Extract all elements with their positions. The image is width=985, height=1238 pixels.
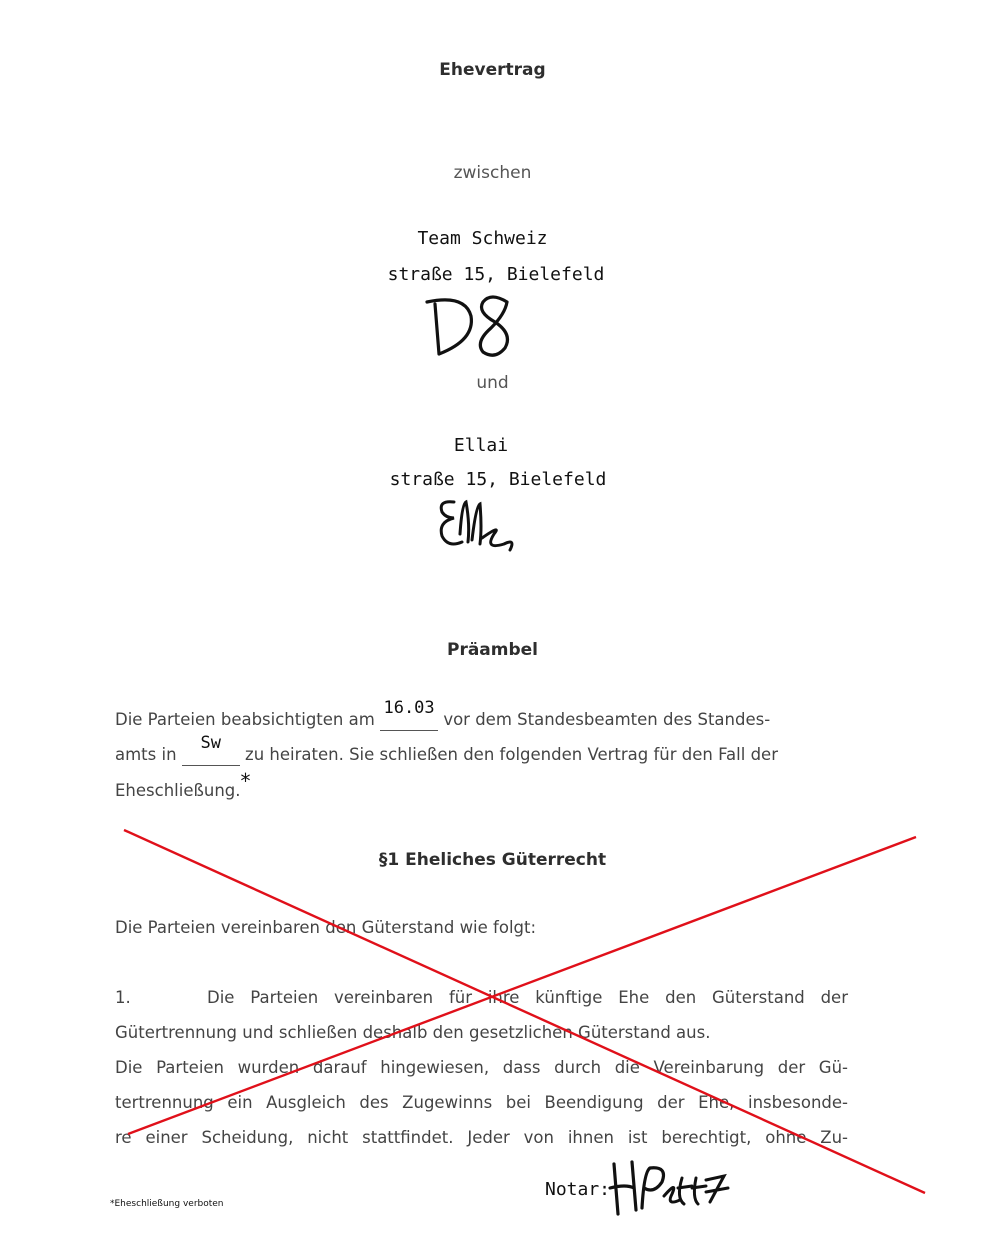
place-value: Sw (200, 733, 222, 753)
party1-address: straße 15, Bielefeld (387, 264, 605, 285)
item-line-2: Gütertrennung und schließen deshalb den gesetzlichen Güterstand aus. (115, 1023, 711, 1042)
para-line-1: Die Parteien wurden darauf hingewiesen, dass durch die Vereinbarung der Gü- (115, 1058, 848, 1077)
footnote-asterisk: * (240, 769, 251, 793)
strike-line-2 (128, 837, 916, 1134)
date-value: 16.03 (383, 698, 435, 718)
item-number: 1. (115, 988, 131, 1007)
notary-signature (606, 1158, 736, 1220)
party2-address: straße 15, Bielefeld (389, 469, 607, 490)
preamble-heading: Präambel (446, 640, 539, 660)
and-label: und (476, 373, 509, 393)
party1-name: Team Schweiz (417, 228, 548, 249)
section1-intro: Die Parteien vereinbaren den Güterstand wie folgt: (115, 918, 537, 937)
preamble-text-2: vor dem Standesbeamten des Standes- (443, 710, 771, 729)
item-line-1: Die Parteien vereinbaren für ihre künftige Ehe den Güterstand der (207, 988, 848, 1007)
para-line-2: tertrennung ein Ausgleich des Zugewinns bei Beendigung der Ehe, insbesonde- (115, 1093, 848, 1112)
footnote: *Eheschließung verboten (110, 1199, 224, 1209)
preamble-text-3: amts in (115, 745, 177, 764)
preamble-text-5: Eheschließung. (115, 781, 241, 800)
document-title: Ehevertrag (439, 60, 546, 80)
preamble-text-1: Die Parteien beabsichtigten am (115, 710, 375, 729)
between-label: zwischen (453, 163, 532, 183)
strike-line-1 (124, 830, 925, 1193)
section1-heading: §1 Eheliches Güterrecht (378, 850, 607, 870)
notary-label: Notar: (545, 1179, 611, 1200)
para-line-3: re einer Scheidung, nicht stattfindet. Jeder von ihnen ist berechtigt, ohne Zu- (115, 1128, 848, 1147)
party2-name: Ellai (453, 435, 509, 456)
preamble-text-4: zu heiraten. Sie schließen den folgenden Vertrag für den Fall der (245, 745, 778, 764)
